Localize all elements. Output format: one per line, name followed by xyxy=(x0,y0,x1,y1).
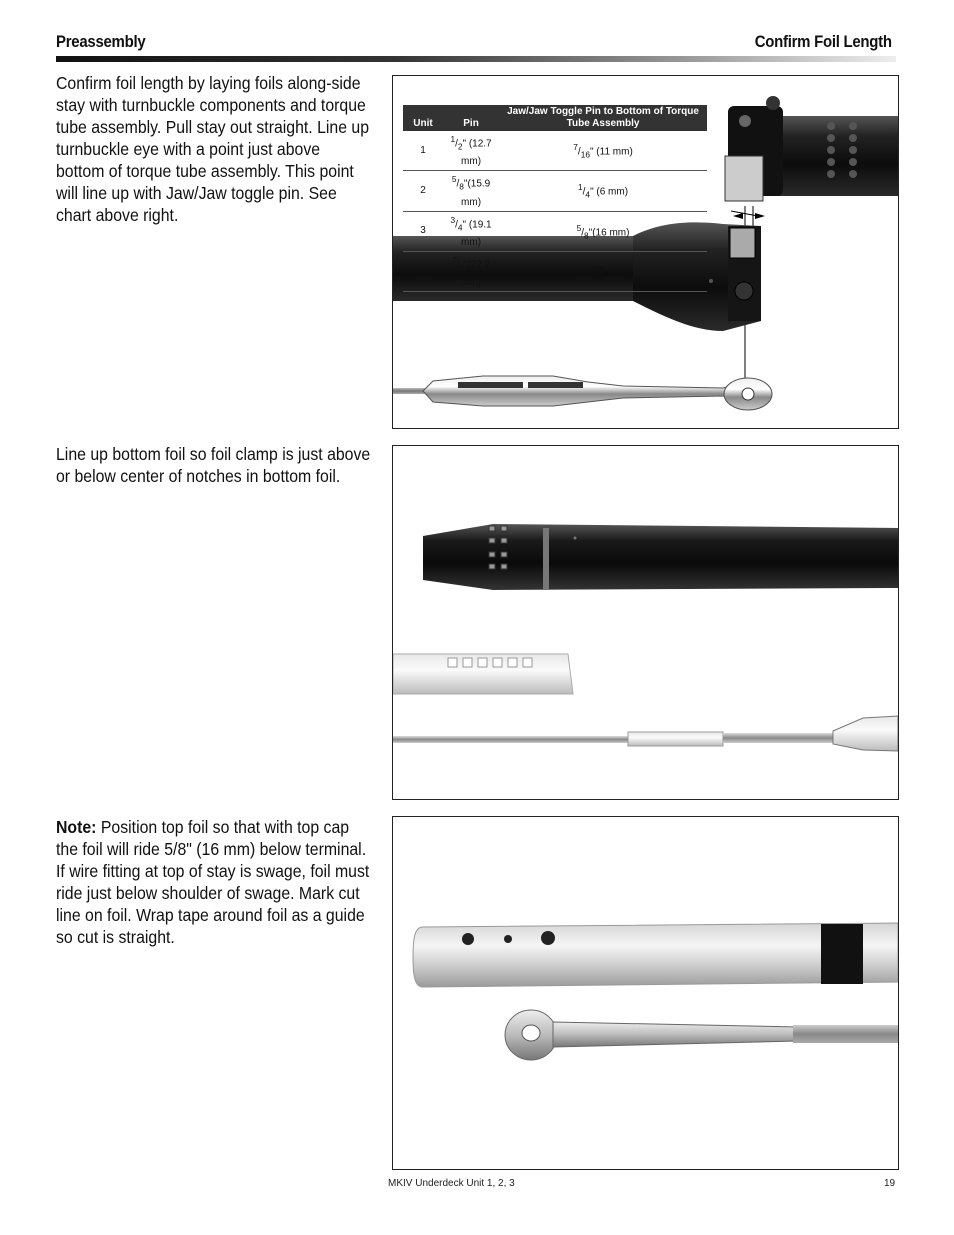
table-cell-pin: $^7/_8"(22.2$ mm) xyxy=(443,251,499,291)
table-cell-distance: $^5/_8"(16$ mm) xyxy=(499,211,707,251)
table-cell-unit: 2 xyxy=(403,171,443,211)
section-title: Preassembly xyxy=(56,32,146,51)
page-topic-title: Confirm Foil Length xyxy=(754,32,892,51)
table-row xyxy=(403,171,707,211)
table-row xyxy=(403,211,707,251)
table-cell-pin: $^5/_8"(15.9$ mm) xyxy=(443,171,499,211)
table-row xyxy=(403,131,707,171)
footer-doc-title: MKIV Underdeck Unit 1, 2, 3 xyxy=(388,1178,515,1189)
instruction-paragraph-3 xyxy=(56,816,371,948)
instruction-paragraph-2: Line up bottom foil so foil clamp is just above or below center of notches in bottom foil. xyxy=(56,444,371,486)
table-cell-distance: $^7/_{16}$" (11 mm) xyxy=(499,131,707,171)
spec-table xyxy=(403,105,707,292)
note-text: Position top foil so that with top cap the foil will ride 5/8" (16 mm) below terminal. If wire fitting at top of stay is swage, foil must ride just below shoulder of swage. Mark cut line on foil. Wrap tape around foil as a guide so cut is straight. xyxy=(56,817,370,947)
figure-bottom-foil-clamp xyxy=(392,445,899,800)
table-cell-distance: 1" (25 mm) xyxy=(499,251,707,291)
page-header xyxy=(56,32,892,54)
table-header-pin: Pin xyxy=(443,105,499,131)
table-header-distance: Jaw/Jaw Toggle Pin to Bottom of Torque Tube Assembly xyxy=(499,105,707,131)
top-foil-illustration xyxy=(393,817,898,1169)
table-cell-unit: 3 xyxy=(403,251,443,291)
footer-page-number: 19 xyxy=(884,1178,896,1189)
table-row xyxy=(403,251,707,291)
figure-turnbuckle-torque-tube xyxy=(392,75,899,429)
header-rule xyxy=(56,56,896,62)
note-label: Note: xyxy=(56,817,97,837)
bottom-foil-illustration xyxy=(393,446,898,799)
figure-top-foil-cut xyxy=(392,816,899,1170)
table-cell-pin: $^1/_2$" (12.7 mm) xyxy=(443,131,499,171)
table-cell-unit: 3 xyxy=(403,211,443,251)
table-header-unit: Unit xyxy=(403,105,443,131)
instruction-paragraph-1: Confirm foil length by laying foils along-side stay with turnbuckle components and torque tube assembly. Pull stay out straight. Line up turnbuckle eye with a point just above bottom of torque tube assembly. This point will line up with Jaw/Jaw toggle pin. See chart above right. xyxy=(56,73,370,225)
table-cell-pin: $^3/_4$" (19.1 mm) xyxy=(443,211,499,251)
table-cell-distance: $^1/_4$" (6 mm) xyxy=(499,171,707,211)
table-cell-unit: 1 xyxy=(403,131,443,171)
